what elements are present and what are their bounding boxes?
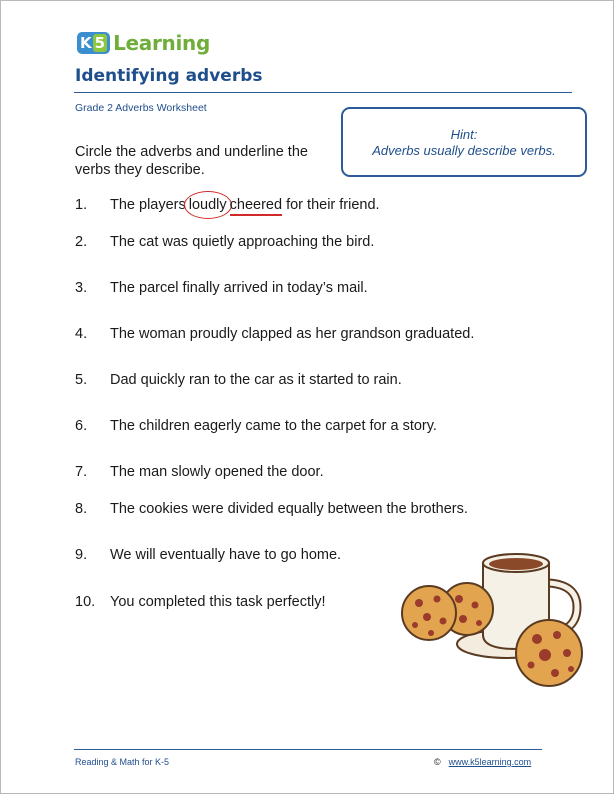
hint-box [341,107,587,177]
question-text: You completed this task perfectly! [110,594,326,610]
question-7 [75,464,324,480]
question-text: The man slowly opened the door. [110,464,324,480]
question-text: The woman proudly clapped as her grandson graduated. [110,326,475,342]
question-10 [75,594,325,610]
question-number: 1. [75,197,88,213]
question-text: The parcel finally arrived in today’s mail. [110,280,368,296]
website-link[interactable]: www.k5learning.com [448,757,532,767]
question-number: 3. [75,280,88,296]
question-number: 6. [75,418,88,434]
footer-tagline: Reading & Math for K-5 [75,757,170,767]
question-number: 8. [75,501,88,517]
question-3 [75,280,368,296]
hint-text: Adverbs usually describe verbs. [372,143,556,158]
question-number: 5. [75,372,88,388]
copyright-symbol: © [434,757,441,767]
coffee-mug-and-cookies-icon [399,541,589,696]
question-8 [75,501,468,517]
title-divider [74,92,572,93]
question-text: The cat was quietly approaching the bird. [110,234,375,250]
question-6 [75,418,437,434]
question-text: Dad quickly ran to the car as it started to rain. [110,372,402,388]
question-2 [75,234,374,250]
logo-badge [77,32,110,54]
underlined-verb: cheered [229,197,283,213]
hint-label: Hint: [450,127,478,142]
question-number: 7. [75,464,88,480]
question-pre-text: The players [110,197,186,213]
question-5 [75,372,402,388]
question-number: 10. [75,594,96,610]
question-number: 4. [75,326,88,342]
worksheet-title: Identifying adverbs [75,66,263,86]
question-number: 9. [75,547,88,563]
question-text [110,197,380,213]
logo-text: Learning [113,31,210,55]
question-9 [75,547,341,563]
question-text: The children eagerly came to the carpet for a story. [110,418,437,434]
logo-k: K [80,34,92,52]
question-1 [75,197,380,213]
logo-five: 5 [94,34,106,52]
circled-adverb: loudly [188,197,227,213]
worksheet-subtitle: Grade 2 Adverbs Worksheet [75,102,207,114]
footer-divider [74,749,542,750]
question-post-text: for their friend. [286,197,380,213]
question-number: 2. [75,234,88,250]
instructions: Circle the adverbs and underline the verbs they describe. [75,144,308,178]
footer-copyright [434,757,531,767]
question-text: We will eventually have to go home. [110,547,342,563]
question-4 [75,326,474,342]
k5-learning-logo[interactable] [77,29,210,57]
question-text: The cookies were divided equally between the brothers. [110,501,468,517]
